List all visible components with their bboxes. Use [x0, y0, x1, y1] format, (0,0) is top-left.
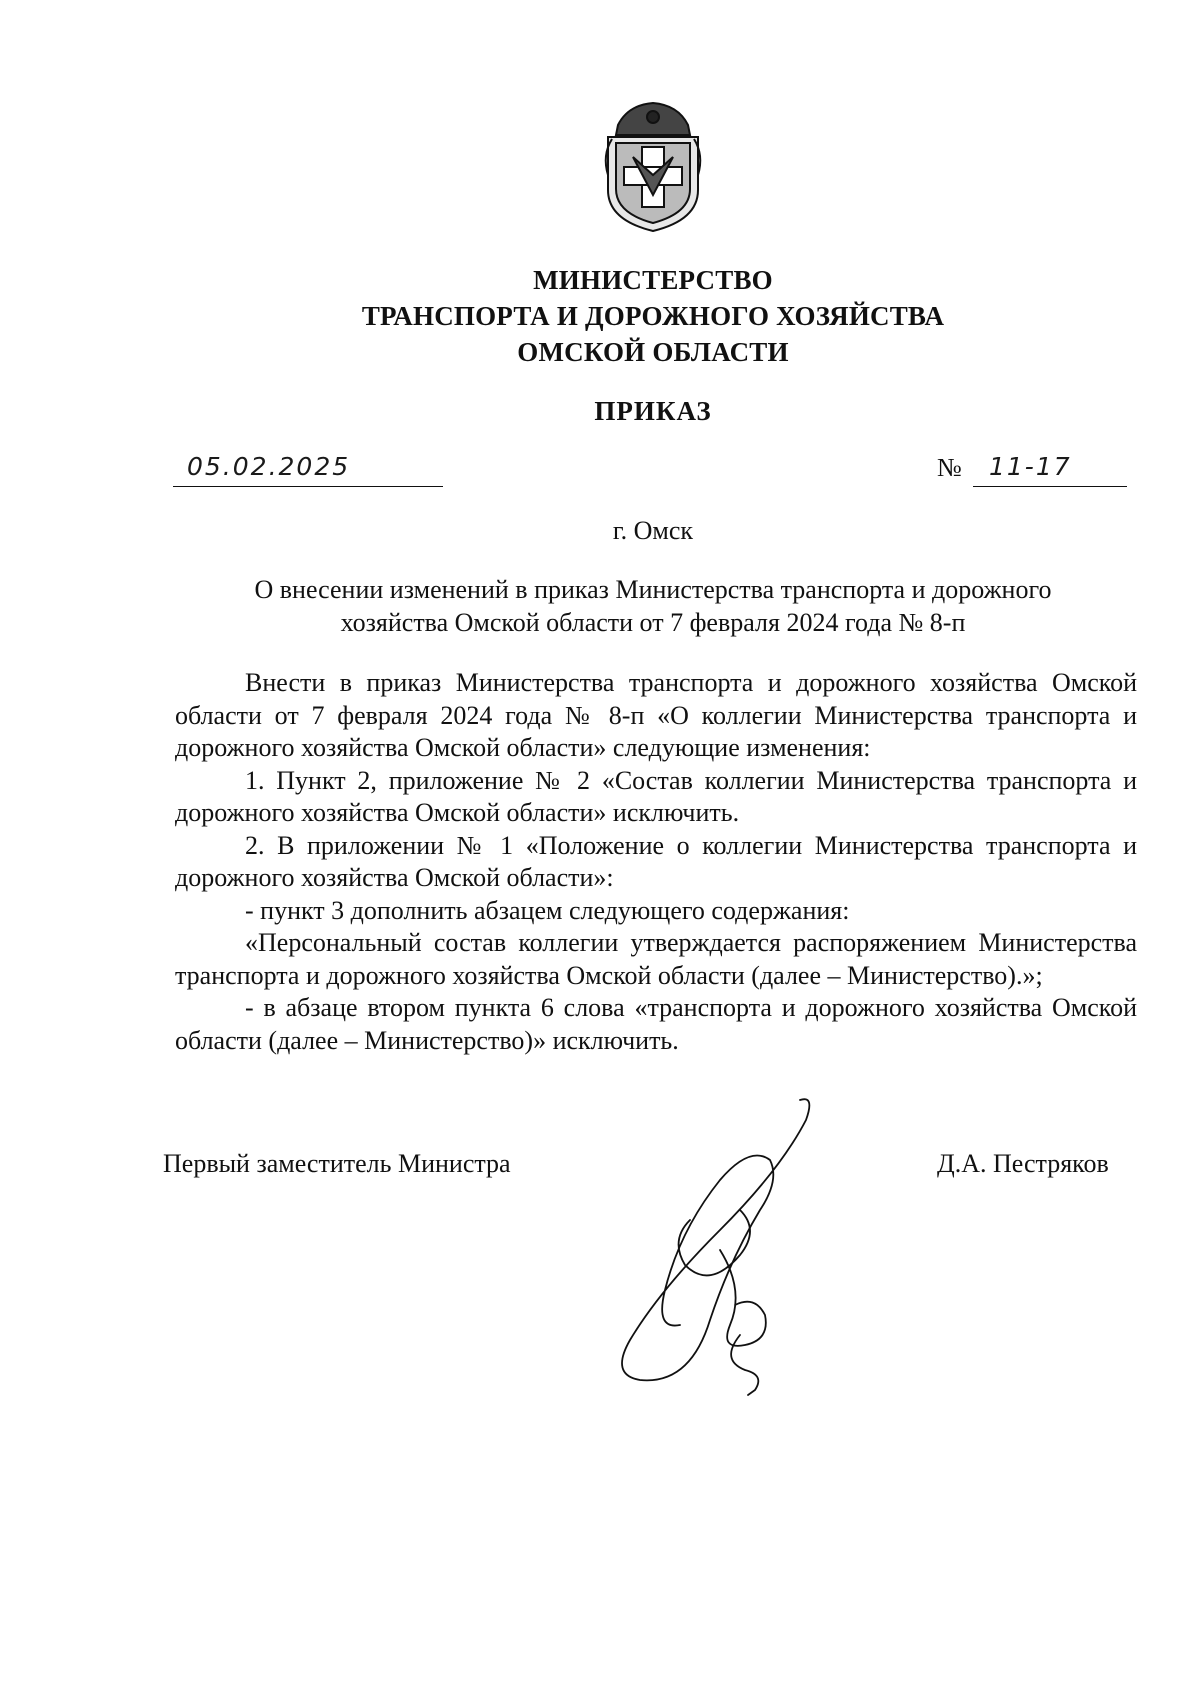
subject-line-2: хозяйства Омской области от 7 февраля 2024 года № 8-п [340, 608, 966, 637]
order-body [175, 667, 1137, 1057]
signer-title: Первый заместитель Министра [163, 1149, 511, 1178]
subject-line-1: О внесении изменений в приказ Министерства транспорта и дорожного [254, 575, 1052, 604]
ministry-header [200, 262, 1106, 370]
body-paragraph: - пункт 3 дополнить абзацем следующего содержания: [245, 895, 850, 925]
header-line-1: МИНИСТЕРСТВО [533, 265, 773, 295]
body-paragraph: 2. В приложении № 1 «Положение о коллегии Министерства транспорта и дорожного хозяйства Омской области»: [175, 830, 1137, 892]
coat-of-arms-icon [598, 95, 708, 235]
number-underline [973, 448, 1127, 487]
order-title: ПРИКАЗ [594, 396, 712, 426]
date-field [173, 448, 443, 487]
header-line-2: ТРАНСПОРТА И ДОРОЖНОГО ХОЗЯЙСТВА [361, 301, 945, 331]
city: г. Омск [612, 516, 694, 545]
handwritten-signature [570, 1090, 830, 1400]
body-paragraph: «Персональный состав коллегии утверждается распоряжением Министерства транспорта и дорожного хозяйства Омской области (далее – Министерство).»; [175, 928, 1137, 990]
order-number-value: 11-17 [989, 452, 1072, 481]
order-subject [210, 573, 1096, 639]
signer-name: Д.А. Пестряков [937, 1149, 1109, 1178]
order-number-field [937, 448, 1127, 486]
body-paragraph: 1. Пункт 2, приложение № 2 «Состав коллегии Министерства транспорта и дорожного хозяйства Омской области» исключить. [175, 765, 1137, 827]
number-sign: № [937, 453, 962, 482]
header-line-3: ОМСКОЙ ОБЛАСТИ [517, 337, 789, 367]
date-value: 05.02.2025 [187, 452, 351, 481]
body-paragraph: Внести в приказ Министерства транспорта и дорожного хозяйства Омской области от 7 февраля 2024 года № 8-п «О коллегии Министерства транспорта и дорожного хозяйства Омской области» следующие изменения: [175, 668, 1137, 762]
body-paragraph: - в абзаце втором пункта 6 слова «транспорта и дорожного хозяйства Омской области (далее – Министерство)» исключить. [175, 993, 1137, 1055]
